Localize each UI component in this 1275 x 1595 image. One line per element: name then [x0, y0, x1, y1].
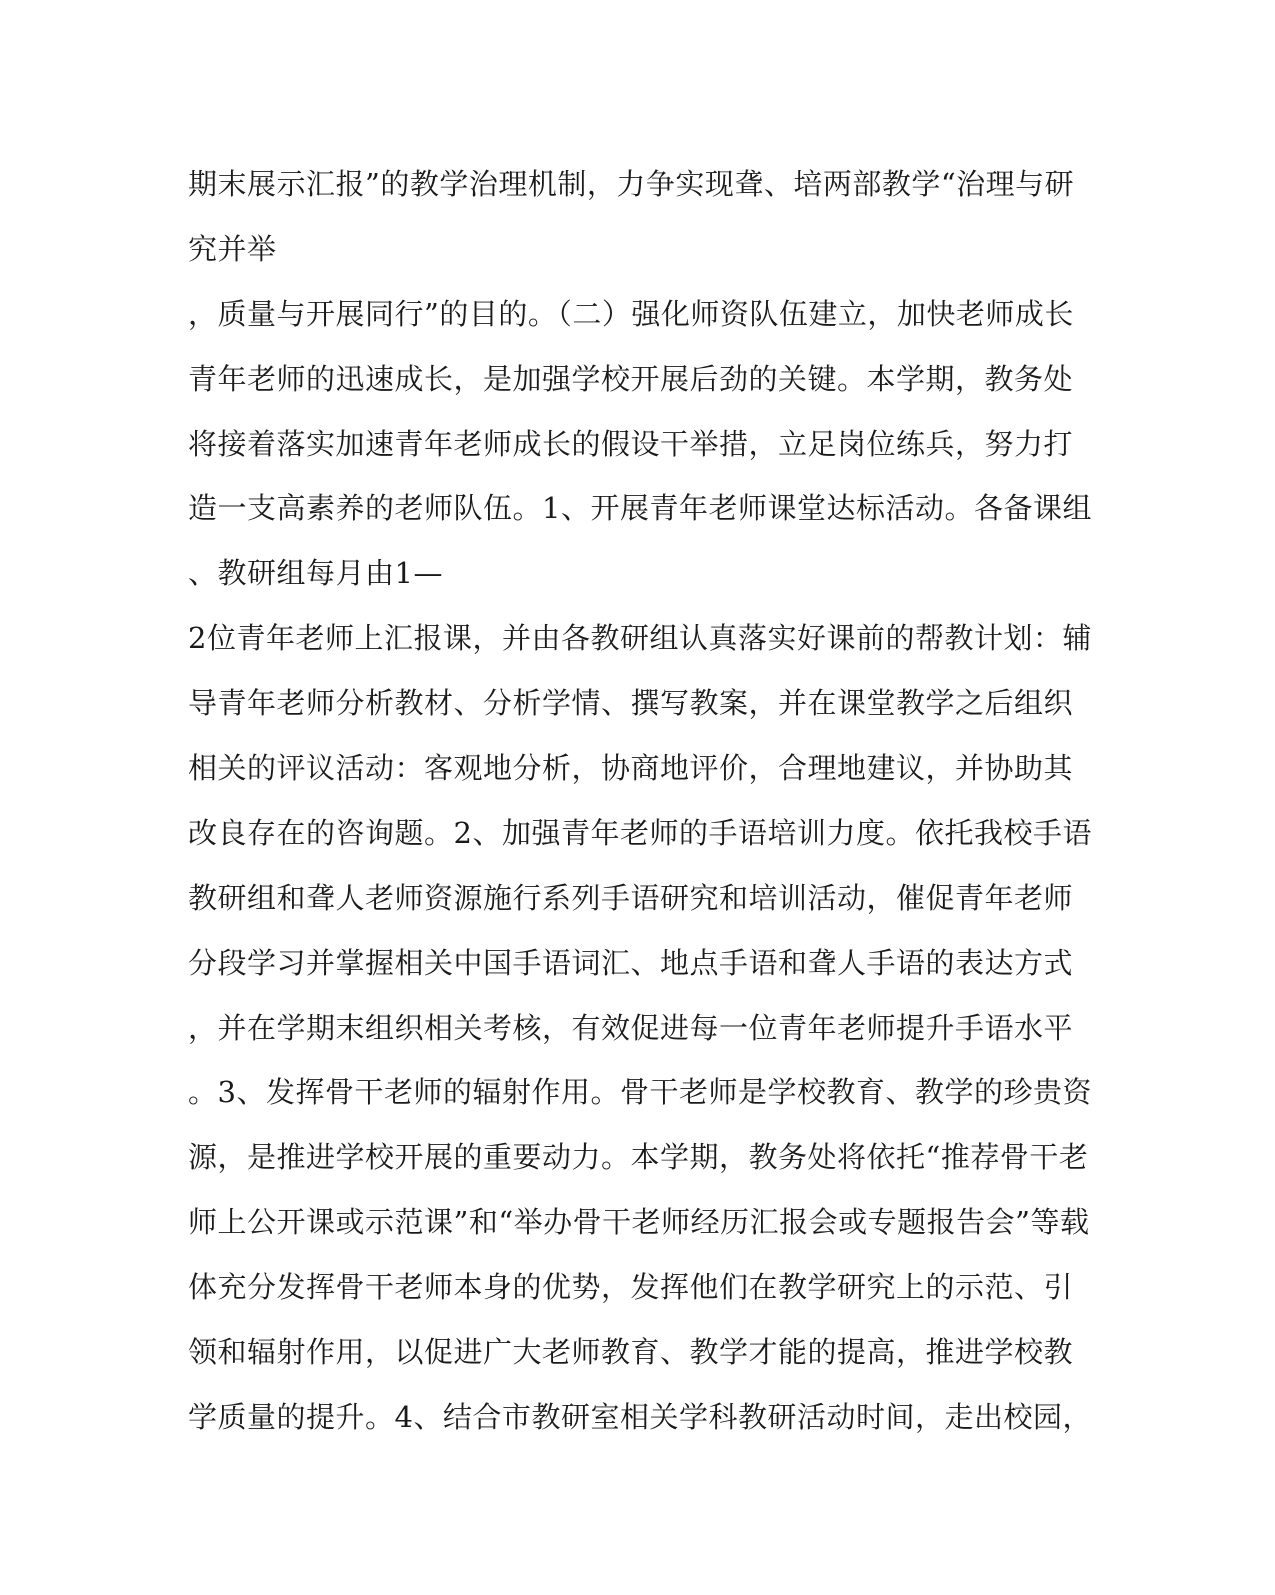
text-line: 导青年老师分析教材、分析学情、撰写教案，并在课堂教学之后组织 — [188, 686, 1074, 721]
text-line: 究并举 — [188, 231, 277, 266]
text-line: 。3、发挥骨干老师的辐射作用。骨干老师是学校教育、教学的珍贵资 — [188, 1075, 1092, 1110]
text-line: 体充分发挥骨干老师本身的优势，发挥他们在教学研究上的示范、引 — [188, 1270, 1074, 1305]
body-text — [188, 152, 1092, 1450]
text-line: 造一支高素养的老师队伍。1、开展青年老师课堂达标活动。各备课组 — [188, 491, 1092, 526]
text-line: 学质量的提升。4、结合市教研室相关学科教研活动时间，走出校园， — [188, 1399, 1092, 1434]
text-line: 、教研组每月由1— — [188, 556, 443, 591]
text-line: 源，是推进学校开展的重要动力。本学期，教务处将依托“推荐骨干老 — [188, 1140, 1089, 1175]
text-line: 青年老师的迅速成长，是加强学校开展后劲的关键。本学期，教务处 — [188, 361, 1074, 396]
text-line: ，质量与开展同行”的目的。（二）强化师资队伍建立，加快老师成长 — [188, 296, 1074, 331]
text-line: 师上公开课或示范课”和“举办骨干老师经历汇报会或专题报告会”等载 — [188, 1205, 1090, 1240]
text-line: 领和辐射作用，以促进广大老师教育、教学才能的提高，推进学校教 — [188, 1335, 1074, 1370]
text-line: 将接着落实加速青年老师成长的假设干举措，立足岗位练兵，努力打 — [188, 426, 1074, 461]
text-line: 改良存在的咨询题。2、加强青年老师的手语培训力度。依托我校手语 — [188, 815, 1092, 850]
text-line: 分段学习并掌握相关中国手语词汇、地点手语和聋人手语的表达方式 — [188, 945, 1074, 980]
text-line: ，并在学期末组织相关考核，有效促进每一位青年老师提升手语水平 — [188, 1010, 1074, 1045]
text-line: 教研组和聋人老师资源施行系列手语研究和培训活动，催促青年老师 — [188, 880, 1074, 915]
text-line: 2位青年老师上汇报课，并由各教研组认真落实好课前的帮教计划：辅 — [188, 621, 1092, 656]
text-line: 期末展示汇报”的教学治理机制，力争实现聋、培两部教学“治理与研 — [188, 167, 1075, 201]
text-line: 相关的评议活动：客观地分析，协商地评价，合理地建议，并协助其 — [188, 751, 1074, 786]
